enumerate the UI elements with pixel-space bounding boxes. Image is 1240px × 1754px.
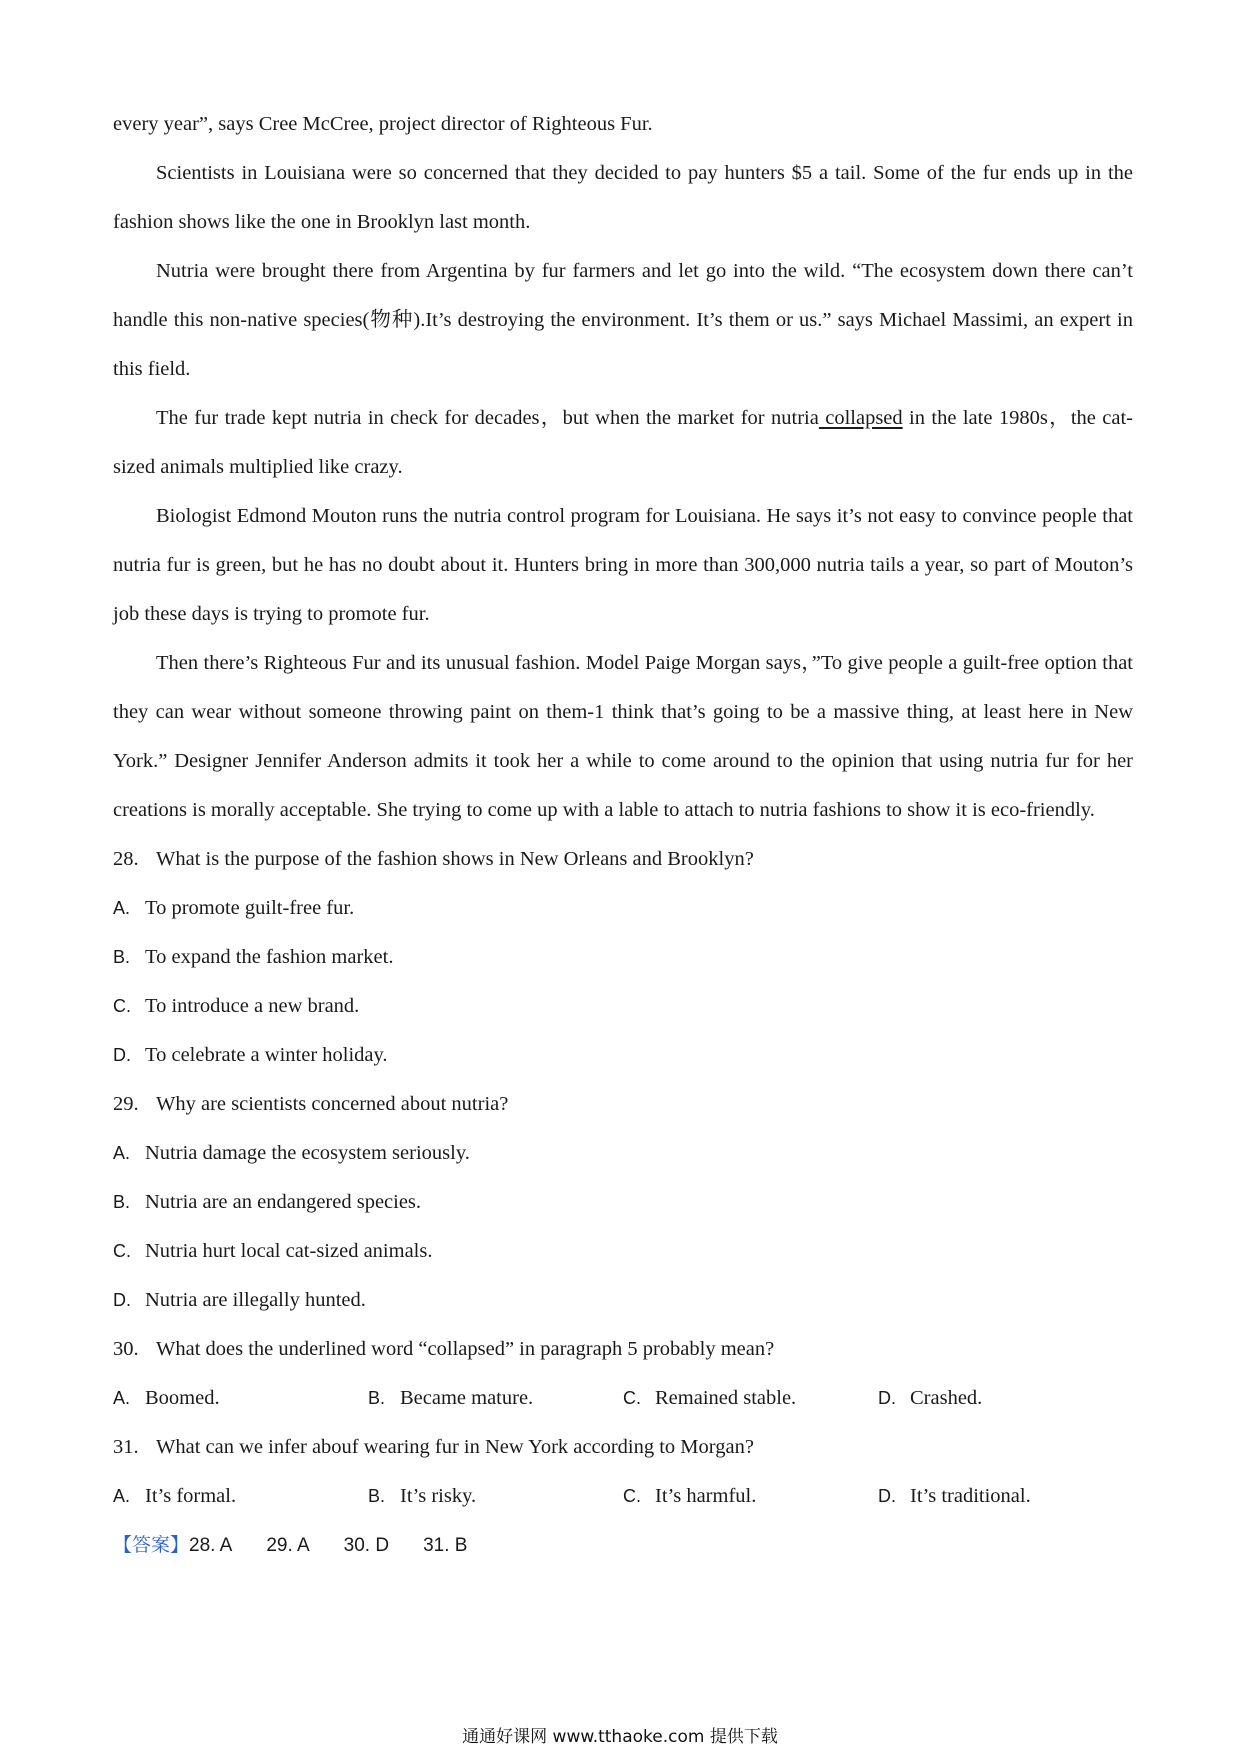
option-29-a: A. Nutria damage the ecosystem seriously. <box>113 1142 470 1164</box>
answer-item: 29. A <box>266 1535 310 1556</box>
question-text: Why are scientists concerned about nutria? <box>156 1093 509 1115</box>
option-30-a: A. Boomed. <box>113 1387 220 1409</box>
answer-item: 31. B <box>423 1535 468 1556</box>
option-30-b: B. Became mature. <box>368 1387 534 1409</box>
option-29-b: B. Nutria are an endangered species. <box>113 1191 422 1213</box>
question-number: 29. <box>113 1093 139 1115</box>
options-30 <box>113 1374 1133 1423</box>
paragraph-2: Nutria were brought there from Argentina by fur farmers and let go into the wild. “The ecosystem down there can’t handle this non-native species(物种).It’s destroying the environment. It’s them or us.” says Michael Massimi, an expert in this field. <box>113 260 1133 380</box>
option-31-c: C. It’s harmful. <box>623 1485 757 1507</box>
paragraph-4: Biologist Edmond Mouton runs the nutria control program for Louisiana. He says it’s not easy to convince people that nutria fur is green, but he has no doubt about it. Hunters bring in more than 300,000 nutria tails a year, so part of Mouton’s job these days is trying to promote fur. <box>113 505 1133 625</box>
question-31 <box>113 1423 1133 1472</box>
option-29-d: D. Nutria are illegally hunted. <box>113 1289 366 1311</box>
question-28 <box>113 835 1133 884</box>
option-31-a: A. It’s formal. <box>113 1485 237 1507</box>
option-29-c: C. Nutria hurt local cat-sized animals. <box>113 1240 433 1262</box>
answer-label: 【答案】 <box>113 1535 190 1556</box>
underlined-word: collapsed <box>818 407 903 429</box>
option-30-d: D. Crashed. <box>878 1387 983 1409</box>
question-text: What does the underlined word “collapsed” in paragraph 5 probably mean? <box>156 1338 775 1360</box>
paragraph-3-before: The fur trade kept nutria in check for decades，but when the market for nutria <box>156 407 819 429</box>
option-31-b: B. It’s risky. <box>368 1485 477 1507</box>
question-number: 28. <box>113 848 139 870</box>
page-footer: 通通好课网 www.tthaoke.com 提供下载 <box>462 1727 778 1747</box>
paragraph-5: Then there’s Righteous Fur and its unusual fashion. Model Paige Morgan says，”To give people a guilt-free option that they can wear without someone throwing paint on them-1 think that’s going to be a massive thing, at least here in New York.” Designer Jennifer Anderson admits it took her a while to come around to the opinion that using nutria fur for her creations is morally acceptable. She trying to come up with a lable to attach to nutria fashions to show it is eco-friendly. <box>113 652 1133 821</box>
option-28-c: C. To introduce a new brand. <box>113 995 360 1017</box>
question-text: What can we infer abouf wearing fur in New York according to Morgan? <box>156 1436 754 1458</box>
question-29 <box>113 1080 1133 1129</box>
passage-line-0: every year”, says Cree McCree, project director of Righteous Fur. <box>113 113 653 135</box>
question-30 <box>113 1325 1133 1374</box>
question-number: 30. <box>113 1338 139 1360</box>
document-page <box>113 100 1133 1570</box>
answer-key <box>113 1521 1133 1570</box>
option-31-d: D. It’s traditional. <box>878 1485 1031 1507</box>
option-28-b: B. To expand the fashion market. <box>113 946 394 968</box>
question-number: 31. <box>113 1436 139 1458</box>
options-31 <box>113 1472 1133 1521</box>
paragraph-3-after: in the late 1980s，the cat-sized animals multiplied like crazy. <box>113 407 1133 478</box>
question-text: What is the purpose of the fashion shows in New Orleans and Brooklyn? <box>156 848 754 870</box>
option-28-a: A. To promote guilt-free fur. <box>113 897 355 919</box>
paragraph-3 <box>113 394 1133 492</box>
answer-item: 30. D <box>343 1535 390 1556</box>
option-30-c: C. Remained stable. <box>623 1387 797 1409</box>
answer-item: 28. A <box>189 1535 233 1556</box>
option-28-d: D. To celebrate a winter holiday. <box>113 1044 388 1066</box>
paragraph-1: Scientists in Louisiana were so concerned that they decided to pay hunters $5 a tail. Some of the fur ends up in the fashion shows like the one in Brooklyn last month. <box>113 162 1133 233</box>
